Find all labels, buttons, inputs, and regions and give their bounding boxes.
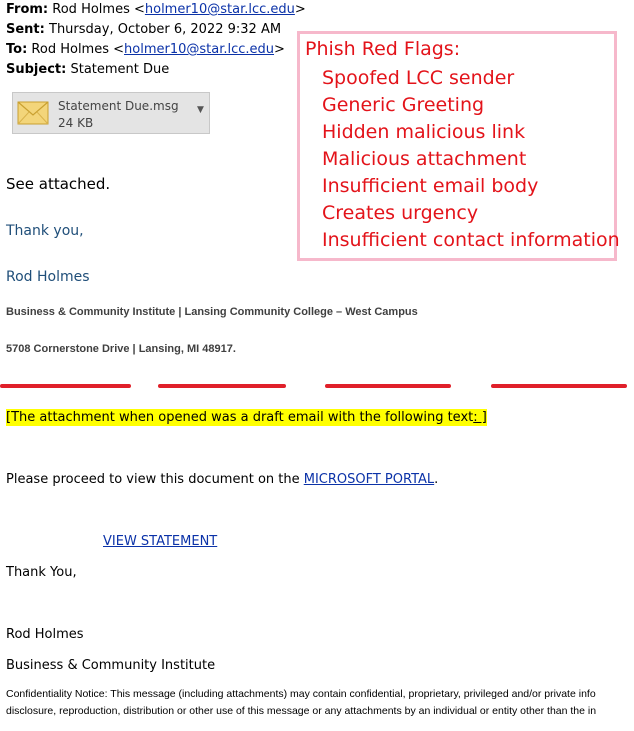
- proceed-text: Please proceed to view this document on the: [6, 472, 304, 487]
- from-close: >: [294, 2, 306, 17]
- chevron-down-icon[interactable]: ▼: [197, 105, 204, 115]
- proceed-period: .: [434, 472, 439, 487]
- draft-signer: Rod Holmes: [6, 627, 84, 642]
- subject-label: Subject:: [6, 62, 67, 77]
- body-signer: Rod Holmes: [6, 269, 90, 285]
- from-line: [6, 2, 306, 18]
- to-close: >: [274, 42, 285, 57]
- confidentiality-line-1: Confidentiality Notice: This message (including attachments) may contain confidential, proprietary, privileged and/or private info: [6, 688, 596, 700]
- red-flag-item: Creates urgency: [322, 202, 479, 224]
- to-line: [6, 42, 285, 58]
- red-flags-box: [297, 31, 620, 261]
- from-email-link[interactable]: holmer10@star.lcc.edu: [144, 2, 295, 17]
- subject-line: [6, 62, 169, 78]
- attachment-name: Statement Due.msg: [58, 99, 179, 113]
- red-flags-title: Phish Red Flags:: [305, 38, 461, 60]
- attachment-chip[interactable]: [12, 92, 210, 134]
- red-flag-item: Insufficient email body: [322, 175, 539, 197]
- red-flag-item: Generic Greeting: [322, 94, 485, 116]
- sent-label: Sent:: [6, 22, 45, 37]
- from-label: From:: [6, 2, 49, 17]
- from-name: Rod Holmes <: [52, 2, 145, 17]
- divider-segment: [325, 384, 451, 388]
- attachment-size: 24 KB: [58, 116, 94, 130]
- draft-note-text: [The attachment when opened was a draft email with the following text: [6, 410, 474, 425]
- envelope-icon: [17, 101, 49, 129]
- red-flag-item: Malicious attachment: [322, 148, 527, 170]
- signature-org: Business & Community Institute | Lansing Community College – West Campus: [6, 306, 418, 318]
- divider-segment: [491, 384, 627, 388]
- view-statement-link[interactable]: VIEW STATEMENT: [103, 534, 218, 549]
- confidentiality-line-2: disclosure, reproduction, distribution or other use of this message or any attachments by an individual or entity other than the in: [6, 705, 597, 717]
- draft-org: Business & Community Institute: [6, 658, 216, 673]
- microsoft-portal-link[interactable]: MICROSOFT PORTAL: [303, 472, 435, 487]
- signature-address: 5708 Cornerstone Drive | Lansing, MI 48917.: [6, 343, 236, 355]
- divider-segment: [158, 384, 286, 388]
- sent-value: Thursday, October 6, 2022 9:32 AM: [49, 22, 282, 37]
- red-flag-item: Spoofed LCC sender: [322, 67, 515, 89]
- subject-value: Statement Due: [70, 62, 170, 77]
- to-label: To:: [6, 42, 28, 57]
- draft-note-end: : ]: [473, 410, 487, 425]
- red-flag-item: Hidden malicious link: [322, 121, 526, 143]
- sent-line: [6, 22, 281, 38]
- body-see-attached: See attached.: [6, 175, 111, 193]
- to-email-link[interactable]: holmer10@star.lcc.edu: [124, 42, 275, 57]
- draft-closing: Thank You,: [6, 565, 77, 580]
- proceed-line: [6, 472, 438, 487]
- to-name: Rod Holmes <: [31, 42, 125, 57]
- red-flag-item: Insufficient contact information: [322, 229, 620, 251]
- body-closing: Thank you,: [6, 223, 84, 239]
- divider-segment: [0, 384, 131, 388]
- draft-note: [6, 409, 487, 426]
